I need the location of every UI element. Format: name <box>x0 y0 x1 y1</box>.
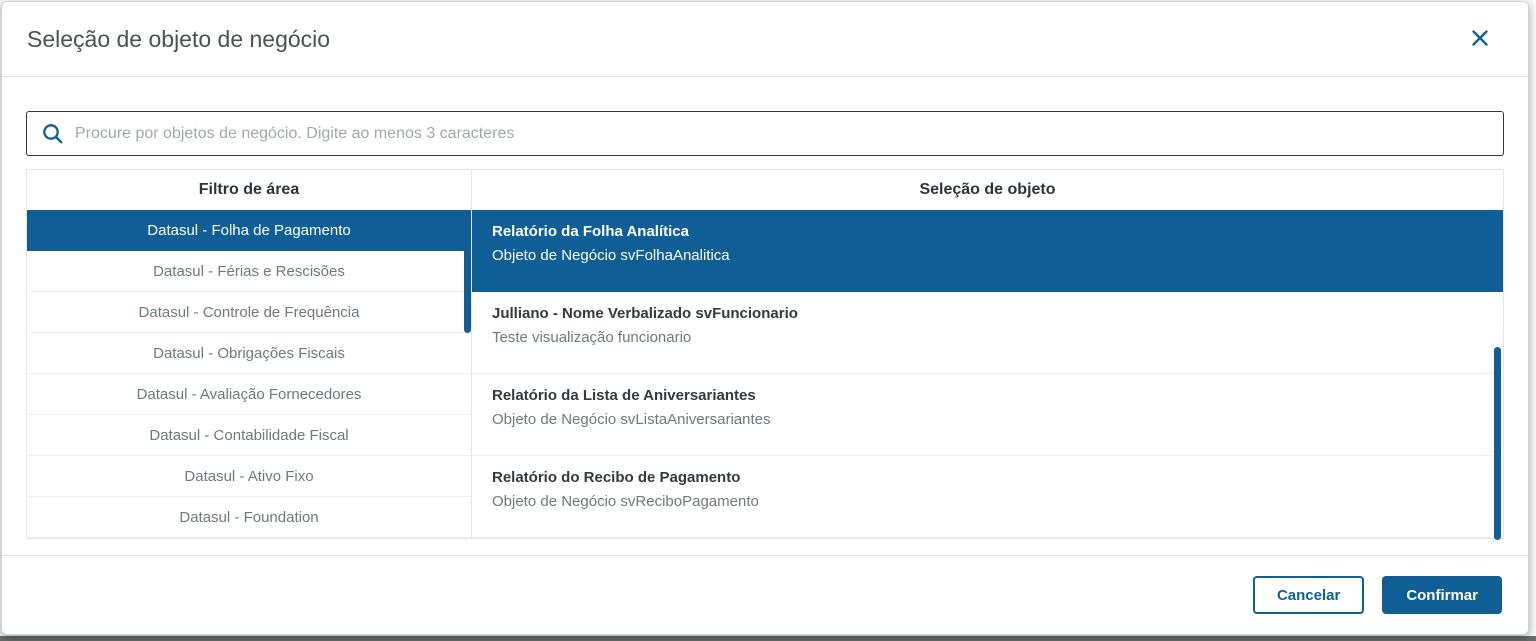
area-filter-item[interactable] <box>27 210 471 251</box>
search-input[interactable] <box>75 125 1489 143</box>
area-list-scrollbar-thumb[interactable] <box>464 210 471 333</box>
area-filter-item-label: Datasul - Contabilidade Fiscal <box>149 426 349 444</box>
area-filter-item[interactable] <box>27 497 471 538</box>
object-list-scrollbar-thumb[interactable] <box>1494 347 1501 540</box>
area-filter-item[interactable] <box>27 456 471 497</box>
object-item-title: Relatório do Recibo de Pagamento <box>492 469 741 486</box>
modal-header <box>2 2 1528 77</box>
area-filter-item-label: Datasul - Avaliação Fornecedores <box>136 385 362 403</box>
list-row <box>27 210 1503 538</box>
object-selection-list <box>472 210 1503 538</box>
object-item[interactable] <box>472 374 1503 456</box>
modal-title: Seleção de objeto de negócio <box>27 25 331 52</box>
object-item-subtitle: Teste visualização funcionario <box>492 329 692 346</box>
search-icon <box>41 122 65 146</box>
area-filter-item-label: Datasul - Obrigações Fiscais <box>153 344 345 362</box>
area-filter-item-label: Datasul - Folha de Pagamento <box>147 222 351 239</box>
close-icon <box>1470 28 1490 51</box>
area-filter-item[interactable] <box>27 333 471 374</box>
object-item-subtitle: Objeto de Negócio svListaAniversariantes <box>492 411 771 428</box>
modal-footer <box>2 555 1528 634</box>
object-item-subtitle: Objeto de Negócio svReciboPagamento <box>492 493 759 510</box>
area-filter-header: Filtro de área <box>27 170 472 210</box>
business-object-selection-modal <box>1 1 1529 635</box>
selection-lists-panel <box>26 169 1504 539</box>
object-item-title: Relatório da Lista de Aniversariantes <box>492 387 756 404</box>
object-item-subtitle: Objeto de Negócio svFolhaAnalitica <box>492 247 730 264</box>
object-item[interactable] <box>472 292 1503 374</box>
modal-body <box>2 77 1528 555</box>
list-headers <box>27 170 1503 210</box>
cancel-button[interactable]: Cancelar <box>1253 576 1364 614</box>
area-filter-item[interactable] <box>27 415 471 456</box>
object-item[interactable] <box>472 210 1503 292</box>
area-filter-list <box>27 210 472 538</box>
area-filter-item-label: Datasul - Foundation <box>179 508 319 526</box>
area-filter-item-label: Datasul - Controle de Frequência <box>138 303 360 321</box>
area-filter-item[interactable] <box>27 292 471 333</box>
area-filter-item-label: Datasul - Ativo Fixo <box>184 467 314 485</box>
area-filter-item[interactable] <box>27 374 471 415</box>
close-button[interactable] <box>1466 25 1494 53</box>
area-filter-item-label: Datasul - Férias e Rescisões <box>153 262 345 280</box>
search-box[interactable] <box>26 111 1504 156</box>
object-item-title: Relatório da Folha Analítica <box>492 223 689 240</box>
page-bottom-edge <box>0 636 1536 641</box>
object-selection-header: Seleção de objeto <box>919 181 1056 198</box>
confirm-button[interactable]: Confirmar <box>1382 576 1502 614</box>
object-item-title: Julliano - Nome Verbalizado svFuncionario <box>492 305 798 322</box>
area-filter-item[interactable] <box>27 251 471 292</box>
object-item[interactable] <box>472 456 1503 538</box>
